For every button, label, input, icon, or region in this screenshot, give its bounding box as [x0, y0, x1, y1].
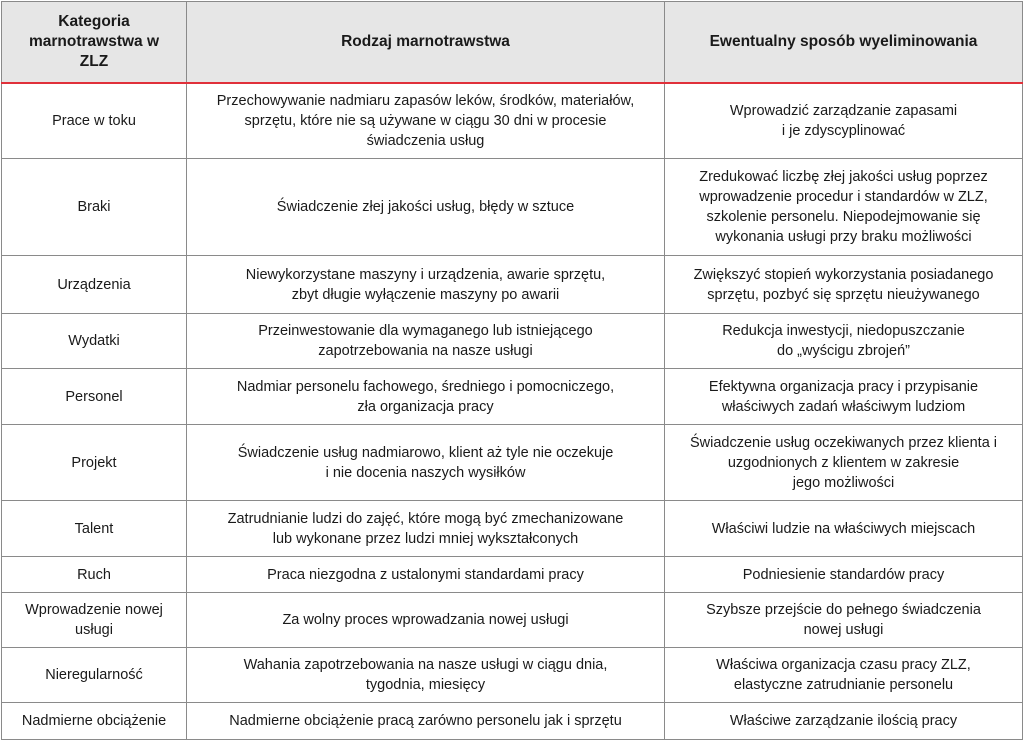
waste-type-cell: Przeinwestowanie dla wymaganego lub istniejącego zapotrzebowania na nasze usługi [187, 314, 665, 369]
header-elimination [665, 2, 1023, 83]
category-cell: Personel [2, 369, 187, 425]
table-row [2, 703, 1023, 740]
elimination-cell: Właściwi ludzie na właściwych miejscach [665, 501, 1023, 557]
elimination-cell: Szybsze przejście do pełnego świadczenia nowej usługi [665, 593, 1023, 648]
elimination-cell: Właściwa organizacja czasu pracy ZLZ, elastyczne zatrudnianie personelu [665, 648, 1023, 703]
waste-type-cell: Nadmierne obciążenie pracą zarówno personelu jak i sprzętu [187, 703, 665, 740]
elimination-cell: Redukcja inwestycji, niedopuszczanie do „wyścigu zbrojeń” [665, 314, 1023, 369]
waste-type-cell: Wahania zapotrzebowania na nasze usługi w ciągu dnia, tygodnia, miesięcy [187, 648, 665, 703]
category-cell: Talent [2, 501, 187, 557]
table-row [2, 83, 1023, 159]
waste-type-cell: Zatrudnianie ludzi do zajęć, które mogą być zmechanizowane lub wykonane przez ludzi mniej wykształconych [187, 501, 665, 557]
elimination-cell: Zwiększyć stopień wykorzystania posiadanego sprzętu, pozbyć się sprzętu nieużywanego [665, 256, 1023, 314]
table-row [2, 501, 1023, 557]
waste-type-cell: Przechowywanie nadmiaru zapasów leków, środków, materiałów, sprzętu, które nie są używane w ciągu 30 dni w procesie świadczenia usług [187, 83, 665, 159]
header-waste-type [187, 2, 665, 83]
category-cell: Prace w toku [2, 83, 187, 159]
header-elimination-text: Ewentualny sposób wyeliminowania [709, 32, 978, 50]
elimination-cell: Podniesienie standardów pracy [665, 557, 1023, 593]
header-row [2, 2, 1023, 83]
elimination-cell: Zredukować liczbę złej jakości usług poprzez wprowadzenie procedur i standardów w ZLZ, szkolenie personelu. Niepodejmowanie się wykonania usługi przy braku możliwości [665, 159, 1023, 256]
category-cell: Ruch [2, 557, 187, 593]
category-cell: Wprowadzenie nowej usługi [2, 593, 187, 648]
header-waste-type-text: Rodzaj marnotrawstwa [341, 32, 510, 50]
waste-type-cell: Nadmiar personelu fachowego, średniego i pomocniczego, zła organizacja pracy [187, 369, 665, 425]
header-category-text: Kategoria marnotrawstwa w ZLZ [28, 12, 160, 70]
waste-table [1, 1, 1023, 740]
table-row [2, 314, 1023, 369]
table-row [2, 256, 1023, 314]
waste-type-cell: Niewykorzystane maszyny i urządzenia, awarie sprzętu, zbyt długie wyłączenie maszyny po awarii [187, 256, 665, 314]
waste-type-cell: Praca niezgodna z ustalonymi standardami pracy [187, 557, 665, 593]
elimination-cell: Wprowadzić zarządzanie zapasami i je zdyscyplinować [665, 83, 1023, 159]
category-cell: Projekt [2, 425, 187, 501]
category-cell: Urządzenia [2, 256, 187, 314]
table-row [2, 425, 1023, 501]
table-row [2, 557, 1023, 593]
waste-type-cell: Za wolny proces wprowadzania nowej usługi [187, 593, 665, 648]
category-cell: Nieregularność [2, 648, 187, 703]
table-row [2, 593, 1023, 648]
category-cell: Nadmierne obciążenie [2, 703, 187, 740]
table-row [2, 369, 1023, 425]
elimination-cell: Właściwe zarządzanie ilością pracy [665, 703, 1023, 740]
waste-type-cell: Świadczenie usług nadmiarowo, klient aż tyle nie oczekuje i nie docenia naszych wysiłków [187, 425, 665, 501]
category-cell: Braki [2, 159, 187, 256]
category-cell: Wydatki [2, 314, 187, 369]
elimination-cell: Świadczenie usług oczekiwanych przez klienta i uzgodnionych z klientem w zakresie jego możliwości [665, 425, 1023, 501]
waste-type-cell: Świadczenie złej jakości usług, błędy w sztuce [187, 159, 665, 256]
header-category [2, 2, 187, 83]
table-row [2, 648, 1023, 703]
elimination-cell: Efektywna organizacja pracy i przypisanie właściwych zadań właściwym ludziom [665, 369, 1023, 425]
table-row [2, 159, 1023, 256]
